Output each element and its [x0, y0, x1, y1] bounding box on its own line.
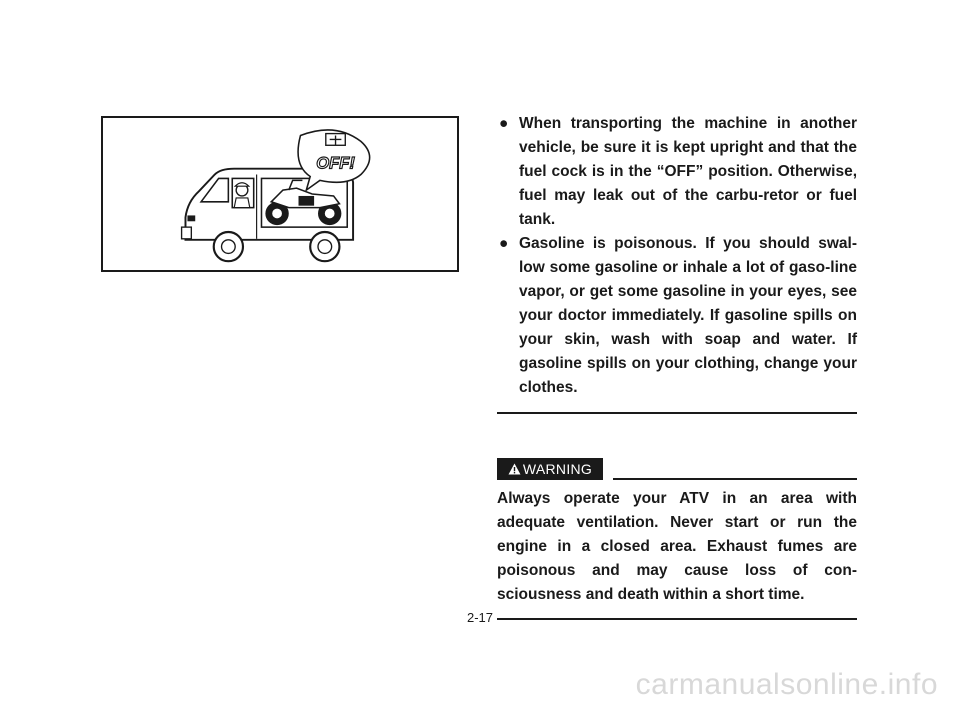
bullet-marker: ●	[499, 235, 509, 252]
warning-text-line: engine in a closed area. Exhaust fumes are	[497, 538, 857, 555]
transport-illustration	[101, 116, 459, 272]
warning-triangle-icon	[508, 463, 521, 475]
warning-badge	[497, 458, 603, 480]
warning-text-line: sciousness and death within a short time.	[497, 586, 805, 603]
warning-header	[497, 456, 857, 482]
warning-text-line: poisonous and may cause loss of con-	[497, 562, 857, 579]
warning-text-line: Always operate your ATV in an area with	[497, 490, 857, 507]
page-number: 2-17	[466, 610, 494, 625]
watermark: carmanualsonline.info	[635, 668, 938, 701]
bullet-text: Gasoline is poisonous. If you should swal-low some gasoline or inhale a lot of gaso-line vapor, or get some gasoline in your eyes, see your doctor immediately. If gasoline spills on your skin, wash with soap and water. If gasoline spills on your clothing, change your clothes.	[519, 235, 857, 396]
warning-header-rule	[613, 478, 857, 480]
list-item	[497, 112, 857, 232]
bullet-marker: ●	[499, 115, 509, 132]
off-sign-text: OFF!	[316, 153, 355, 173]
warning-label: WARNING	[522, 461, 593, 477]
warning-text-line: adequate ventilation. Never start or run the	[497, 514, 857, 531]
precaution-list	[497, 112, 857, 400]
bullet-text: When transporting the machine in another vehicle, be sure it is kept upright and that the fuel cock is in the “OFF” position. Otherwise, fuel may leak out of the carbu-retor or fuel tank.	[519, 115, 857, 228]
text-column	[497, 112, 857, 620]
list-item	[497, 232, 857, 400]
van-with-atv-illustration	[103, 118, 457, 270]
warning-text	[497, 487, 857, 607]
section-divider	[497, 412, 857, 414]
fuel-cock-callout	[298, 130, 370, 190]
